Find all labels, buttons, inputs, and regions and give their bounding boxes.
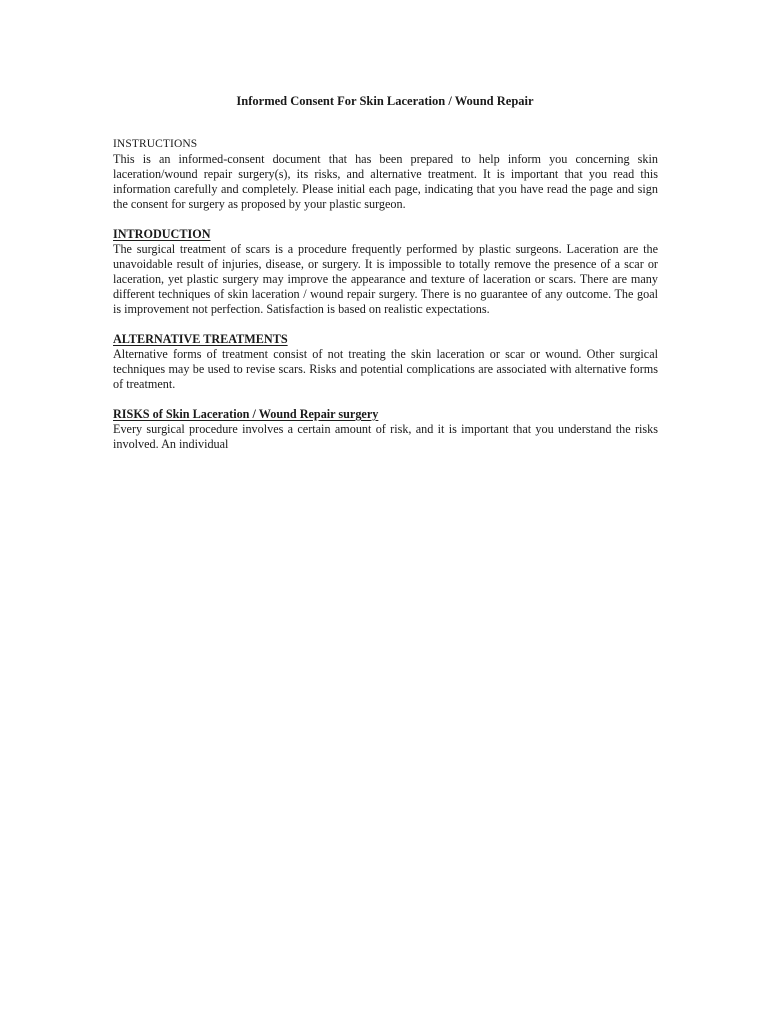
introduction-section xyxy=(113,227,658,317)
risks-section xyxy=(113,407,658,452)
risks-heading: RISKS of Skin Laceration / Wound Repair surgery xyxy=(113,407,379,421)
introduction-text: The surgical treatment of scars is a procedure frequently performed by plastic surgeons. Laceration are the unavoidable result of injuries, disease, or surgery. It is impossible to totally remove the presence of a scar or laceration, yet plastic surgery may improve the appearance and texture of laceration or scars. There are many different techniques of skin laceration / wound repair surgery. There is no guarantee of any outcome. The goal is improvement not perfection. Satisfaction is based on realistic expectations. xyxy=(113,242,658,316)
document-title: Informed Consent For Skin Laceration / Wound Repair xyxy=(236,94,534,108)
risks-text: Every surgical procedure involves a certain amount of risk, and it is important that you understand the risks involved. An individual xyxy=(113,422,658,451)
instructions-heading: INSTRUCTIONS xyxy=(113,138,198,150)
alternatives-heading: ALTERNATIVE TREATMENTS xyxy=(113,332,288,346)
alternatives-section xyxy=(113,332,658,392)
instructions-text: This is an informed-consent document that has been prepared to help inform you concerning skin laceration/wound repair surgery(s), its risks, and alternative treatment. It is important that you read this information carefully and completely. Please initial each page, indicating that you have read the page and sign the consent for surgery as proposed by your plastic surgeon. xyxy=(113,152,658,211)
instructions-section xyxy=(113,137,658,212)
document-body xyxy=(113,137,658,452)
alternatives-text: Alternative forms of treatment consist of not treating the skin laceration or scar or wound. Other surgical techniques may be used to revise scars. Risks and potential complications are associated with alternative forms of treatment. xyxy=(113,347,658,391)
introduction-heading: INTRODUCTION xyxy=(113,227,211,241)
